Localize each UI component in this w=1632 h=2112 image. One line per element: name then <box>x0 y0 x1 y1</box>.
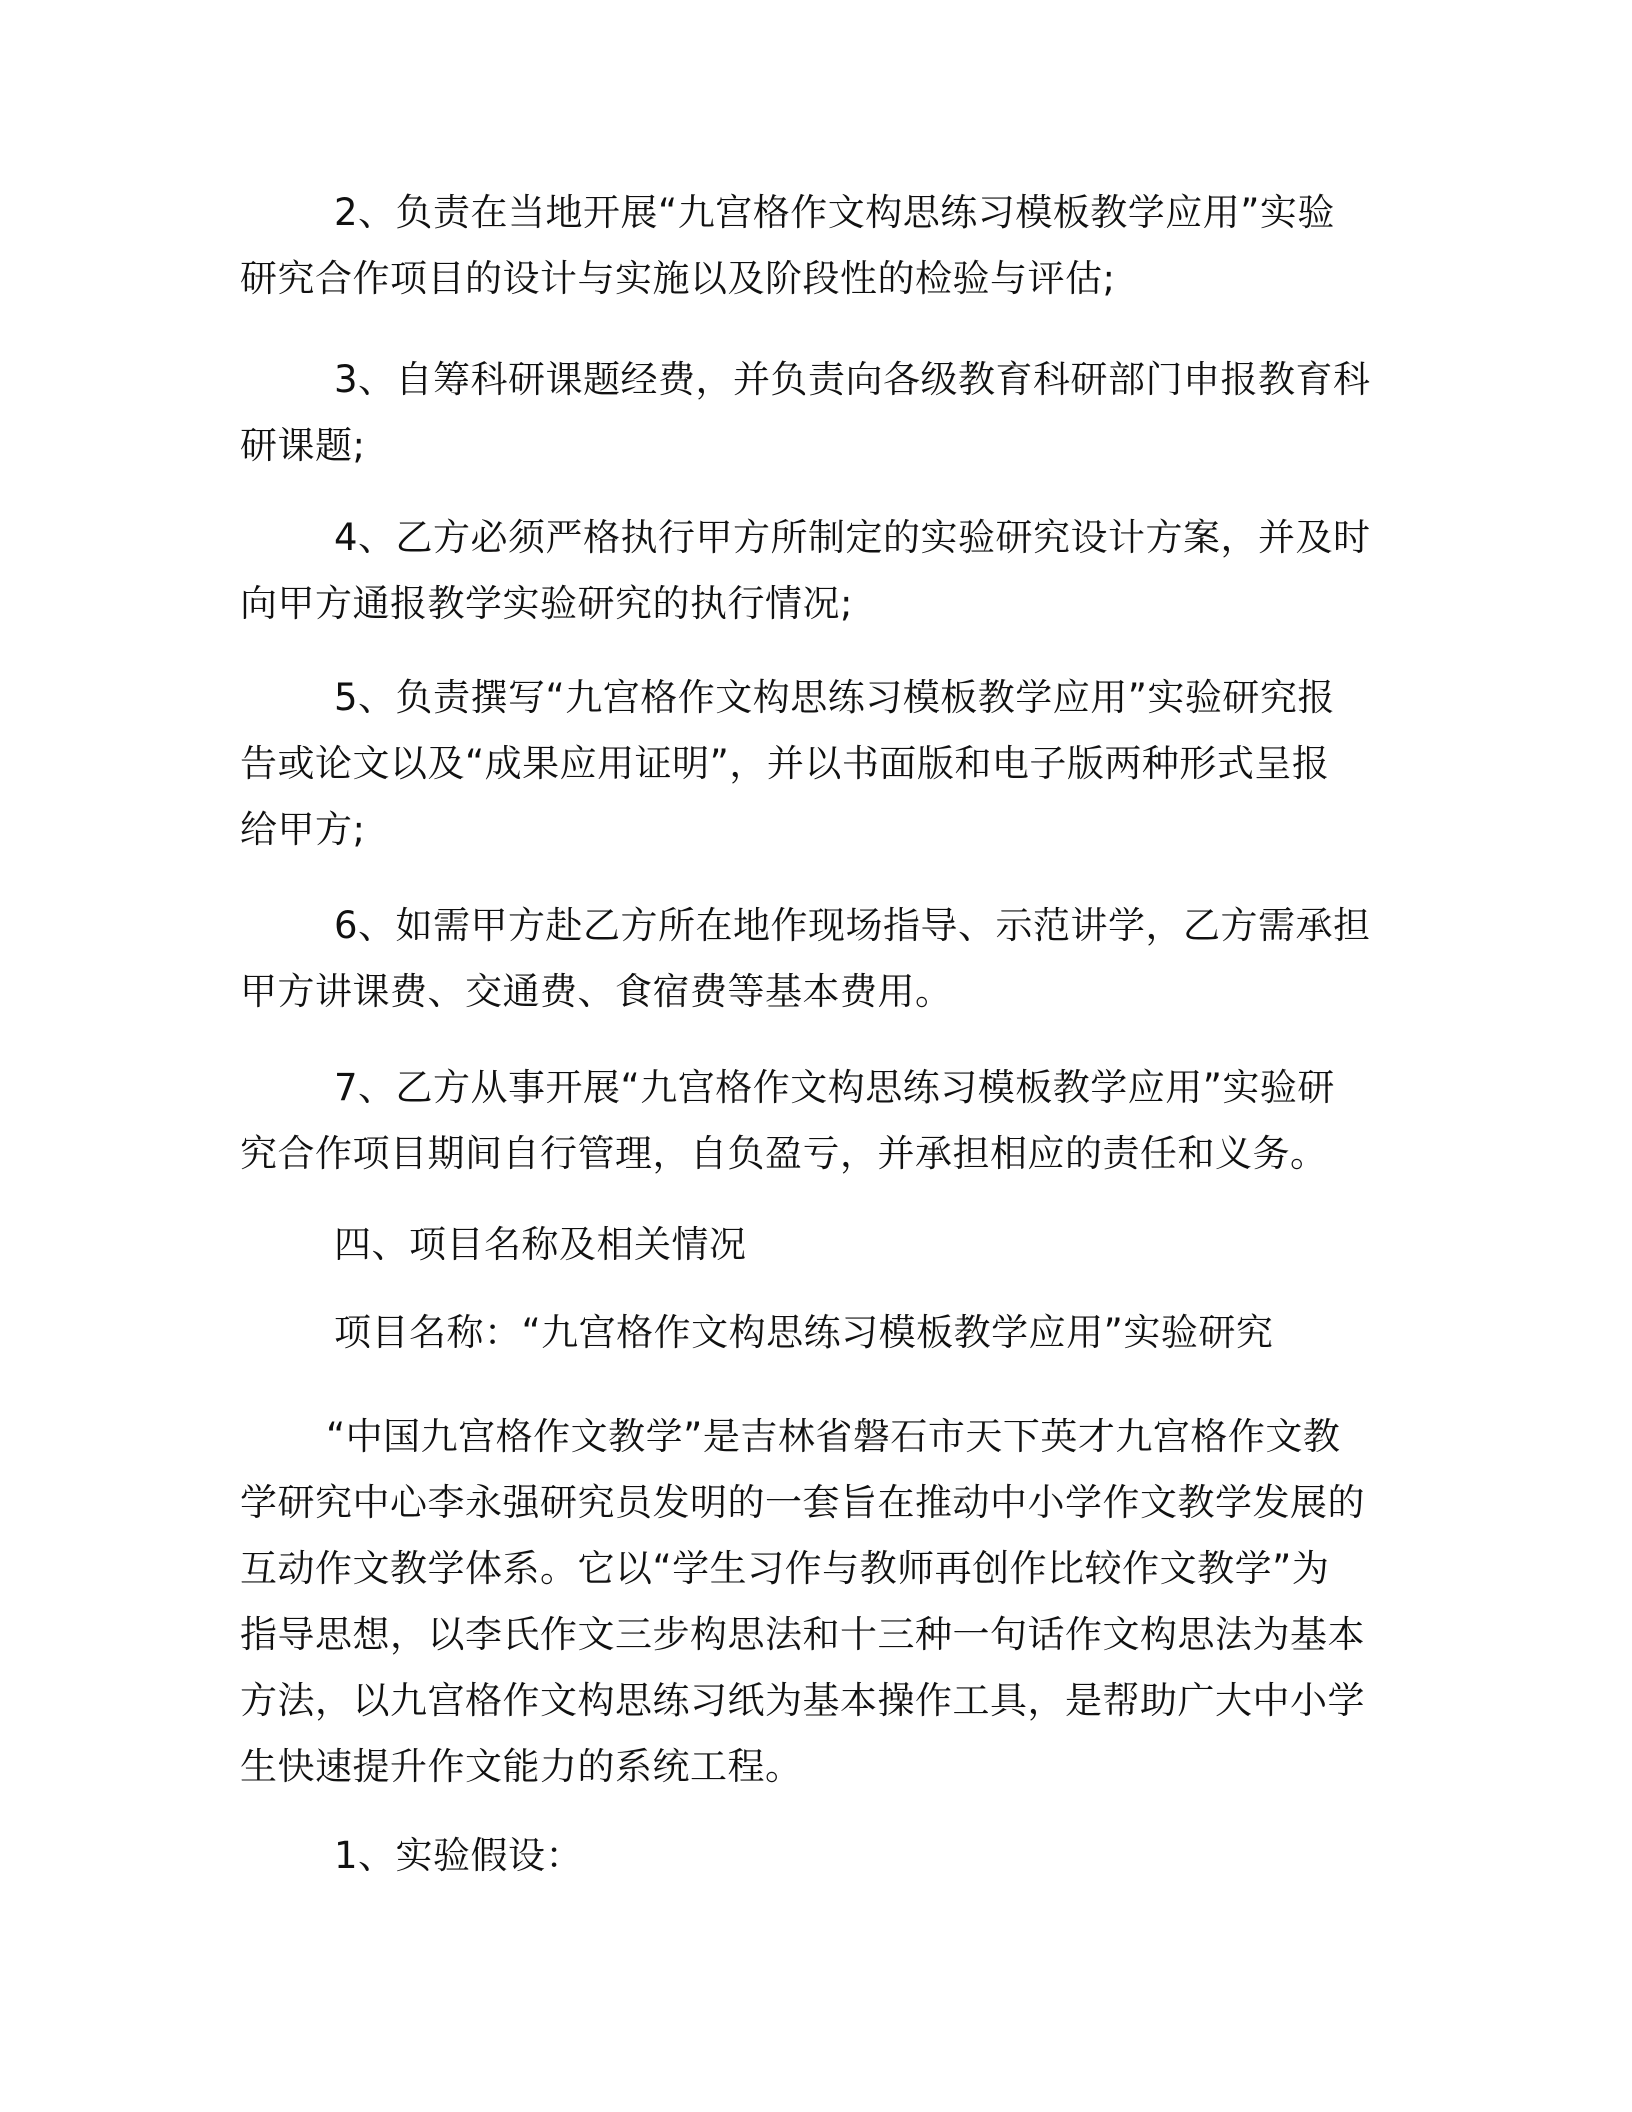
paragraph-line: 学研究中心李永强研究员发明的一套旨在推动中小学作文教学发展的 <box>240 1481 1365 1524</box>
paragraph-line: “中国九宫格作文教学”是吉林省磐石市天下英才九宫格作文教 <box>326 1415 1341 1458</box>
paragraph-line: 4、乙方必须严格执行甲方所制定的实验研究设计方案，并及时 <box>334 516 1371 559</box>
paragraph-line: 向甲方通报教学实验研究的执行情况; <box>240 582 853 625</box>
subsection-heading-text: 1、实验假设： <box>334 1834 584 1877</box>
paragraph-line: 甲方讲课费、交通费、食宿费等基本费用。 <box>240 970 953 1013</box>
paragraph-line: 给甲方; <box>240 808 366 851</box>
paragraph-item-7 <box>240 1055 1380 1187</box>
paragraph-item-4 <box>240 505 1380 637</box>
paragraph-line: 研究合作项目的设计与实施以及阶段性的检验与评估; <box>240 257 1116 300</box>
paragraph-item-5 <box>240 665 1380 863</box>
subsection-heading <box>240 1823 1380 1889</box>
paragraph-line: 研课题; <box>240 424 366 467</box>
paragraph-item-3 <box>240 347 1380 479</box>
section-heading <box>240 1212 1380 1278</box>
paragraph-line: 3、自筹科研课题经费，并负责向各级教育科研部门申报教育科 <box>334 358 1371 401</box>
paragraph-item-2 <box>240 180 1380 312</box>
paragraph-line: 互动作文教学体系。它以“学生习作与教师再创作比较作文教学”为 <box>240 1547 1330 1590</box>
paragraph-line: 指导思想，以李氏作文三步构思法和十三种一句话作文构思法为基本 <box>240 1613 1365 1656</box>
paragraph-line: 生快速提升作文能力的系统工程。 <box>240 1745 803 1788</box>
project-name-line <box>240 1300 1380 1366</box>
paragraph-line: 2、负责在当地开展“九宫格作文构思练习模板教学应用”实验 <box>334 191 1335 234</box>
paragraph-item-6 <box>240 893 1380 1025</box>
paragraph-line: 方法，以九宫格作文构思练习纸为基本操作工具，是帮助广大中小学 <box>240 1679 1365 1722</box>
paragraph-line: 究合作项目期间自行管理，自负盈亏，并承担相应的责任和义务。 <box>240 1132 1328 1175</box>
project-description <box>240 1404 1380 1800</box>
paragraph-line: 5、负责撰写“九宫格作文构思练习模板教学应用”实验研究报 <box>334 676 1335 719</box>
paragraph-line: 7、乙方从事开展“九宫格作文构思练习模板教学应用”实验研 <box>334 1066 1335 1109</box>
section-heading-text: 四、项目名称及相关情况 <box>334 1223 747 1266</box>
project-name-text: 项目名称：“九宫格作文构思练习模板教学应用”实验研究 <box>334 1311 1274 1354</box>
paragraph-line: 6、如需甲方赴乙方所在地作现场指导、示范讲学，乙方需承担 <box>334 904 1371 947</box>
paragraph-line: 告或论文以及“成果应用证明”，并以书面版和电子版两种形式呈报 <box>240 742 1330 785</box>
